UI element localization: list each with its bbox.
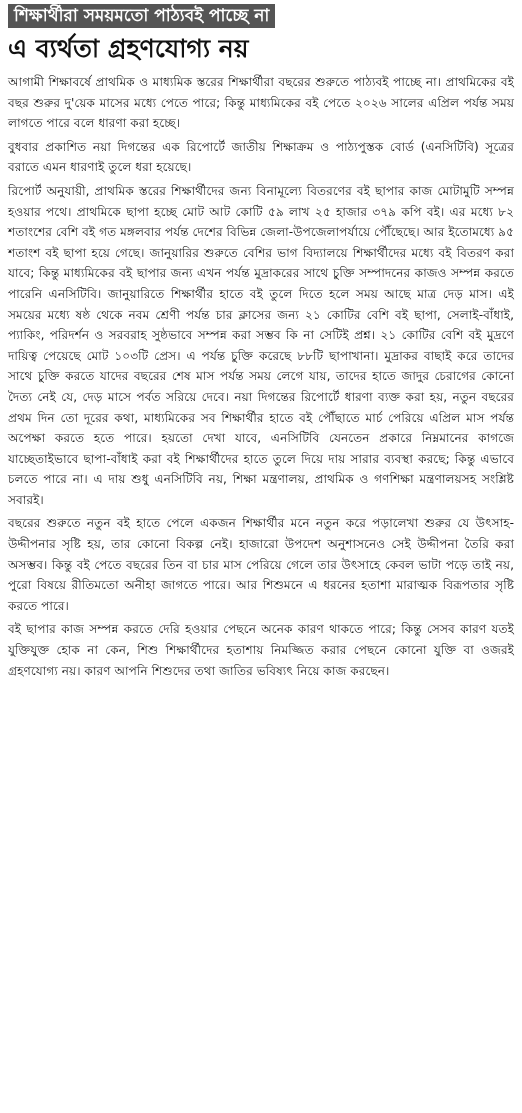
headline: এ ব্যর্থতা গ্রহণযোগ্য নয় — [8, 34, 249, 63]
kicker-title: শিক্ষার্থীরা সময়মতো পাঠ্যবই পাচ্ছে না — [8, 4, 275, 28]
paragraph-2: বুধবার প্রকাশিত নয়া দিগন্তের এক রিপোর্টে জাতীয় শিক্ষাক্রম ও পাঠ্যপুস্তক বোর্ড (এনসিটিবি) সূত্রের বরাতে এমন ধারণাই তুলে ধরা হয়েছে। — [8, 139, 514, 175]
article-body — [8, 72, 514, 681]
paragraph-4: বছরের শুরুতে নতুন বই হাতে পেলে একজন শিক্ষার্থীর মনে নতুন করে পড়ালেখা শুরুর যে উৎসাহ-উদ্দীপনার সৃষ্টি হয়, তার কোনো বিকল্প নেই। হাজারো উপদেশ অনুশাসনেও সেই উদ্দীপনা তৈরি করা অসম্ভব। কিন্তু বই পেতে বছরের তিন বা চার মাস পেরিয়ে গেলে তার উৎসাহে কেবল ভাটা পড়ে তাই নয়, পুরো বিষয়ে রীতিমতো অনীহা জাগতে পারে। আর শিশুমনে এ ধরনের হতাশা মারাত্মক বিরূপতার সৃষ্টি করতে পারে। — [8, 516, 514, 613]
paragraph-1: আগামী শিক্ষাবর্ষে প্রাথমিক ও মাধ্যমিক স্তরের শিক্ষার্থীরা বছরের শুরুতে পাঠ্যবই পাচ্ছে না। প্রাথমিকের বই বছর শুরুর দু'য়েক মাসের মধ্যে পেতে পারে; কিন্তু মাধ্যমিকের বই পেতে ২০২৬ সালের এপ্রিল পর্যন্ত সময় লাগতে পারে বলে ধারণা করা হচ্ছে। — [8, 75, 514, 131]
paragraph-3: রিপোর্ট অনুযায়ী, প্রাথমিক স্তরের শিক্ষার্থীদের জন্য বিনামূল্যে বিতরণের বই ছাপার কাজ মোটামুটি সম্পন্ন হওয়ার পথে। প্রাথমিকে ছাপা হচ্ছে মোট আট কোটি ৫৯ লাখ ২৫ হাজার ৩৭৯ কপি বই। এর মধ্যে ৮২ শতাংশের বেশি বই গত মঙ্গলবার পর্যন্ত দেশের বিভিন্ন জেলা-উপজেলাপর্যায়ে পৌঁছেছে। আর ইতোমধ্যে ৯৫ শতাংশ বই ছাপা হয়ে গেছে। জানুয়ারির শুরুতে বেশির ভাগ বিদ্যালয়ে শিক্ষার্থীদের মধ্যে বই বিতরণ করা যাবে; কিন্তু মাধ্যমিকের বই ছাপার জন্য এখন পর্যন্ত মুদ্রাকরের সাথে চুক্তি সম্পাদনের কাজও সম্পন্ন করতে পারেনি এনসিটিবি। জানুয়ারিতে শিক্ষার্থীর হাতে বই তুলে দিতে হলে সময় আছে মাত্র দেড় মাস। এই সময়ের মধ্যে ষষ্ঠ থেকে নবম শ্রেণী পর্যন্ত চার ক্লাসের জন্য ২১ কোটির বেশি বই ছাপা, সেলাই-বাঁধাই, প্যাকিং, পরিদর্শন ও সরবরাহ সুষ্ঠভাবে সম্পন্ন করা সম্ভব কি না সেটিই প্রশ্ন। ২১ কোটির বেশি বই মুদ্রণে দায়িত্ব পেয়েছে মোট ১০৩টি প্রেস। এ পর্যন্ত চুক্তি করেছে ৮৮টি ছাপাখানা। মুদ্রাকর বাছাই করে তাদের সাথে চুক্তি করতে যাদের বছরের শেষ মাস পর্যন্ত সময় লেগে যায়, তাদের হাতে জাদুর চেরাগের কোনো দৈত্য নেই যে, দেড় মাসে পর্বত সরিয়ে দেবে। নয়া দিগন্তের রিপোর্টে ধারণা ব্যক্ত করা হয়, নতুন বছরের প্রথম দিন তো দূরের কথা, মাধ্যমিকের সব শিক্ষার্থীর হাতে বই পৌঁছাতে মার্চ পেরিয়ে এপ্রিল মাস পর্যন্ত অপেক্ষা করতে হতে পারে। হয়তো দেখা যাবে, এনসিটিবি যেনতেন প্রকারে নিম্নমানের কাগজে যাচ্ছেতাইভাবে ছাপা-বাঁধাই করা বই শিক্ষার্থীদের হাতে তুলে দিয়ে দায় সারার ব্যবস্থা করছে; কিন্তু এভাবে চলতে পারে না। এ দায় শুধু এনসিটিবি নয়, শিক্ষা মন্ত্রণালয়, প্রাথমিক ও গণশিক্ষা মন্ত্রণালয়সহ সংশ্লিষ্ট সবারই। — [8, 183, 514, 507]
paragraph-5: বই ছাপার কাজ সম্পন্ন করতে দেরি হওয়ার পেছনে অনেক কারণ থাকতে পারে; কিন্তু সেসব কারণ যতই যুক্তিযুক্ত হোক না কেন, শিশু শিক্ষার্থীদের হতাশায় নিমজ্জিত করার পেছনে কোনো যুক্তি বা ওজরই গ্রহণযোগ্য নয়। কারণ আপনি শিশুদের তথা জাতির ভবিষ্যৎ নিয়ে কাজ করছেন। — [8, 622, 514, 678]
